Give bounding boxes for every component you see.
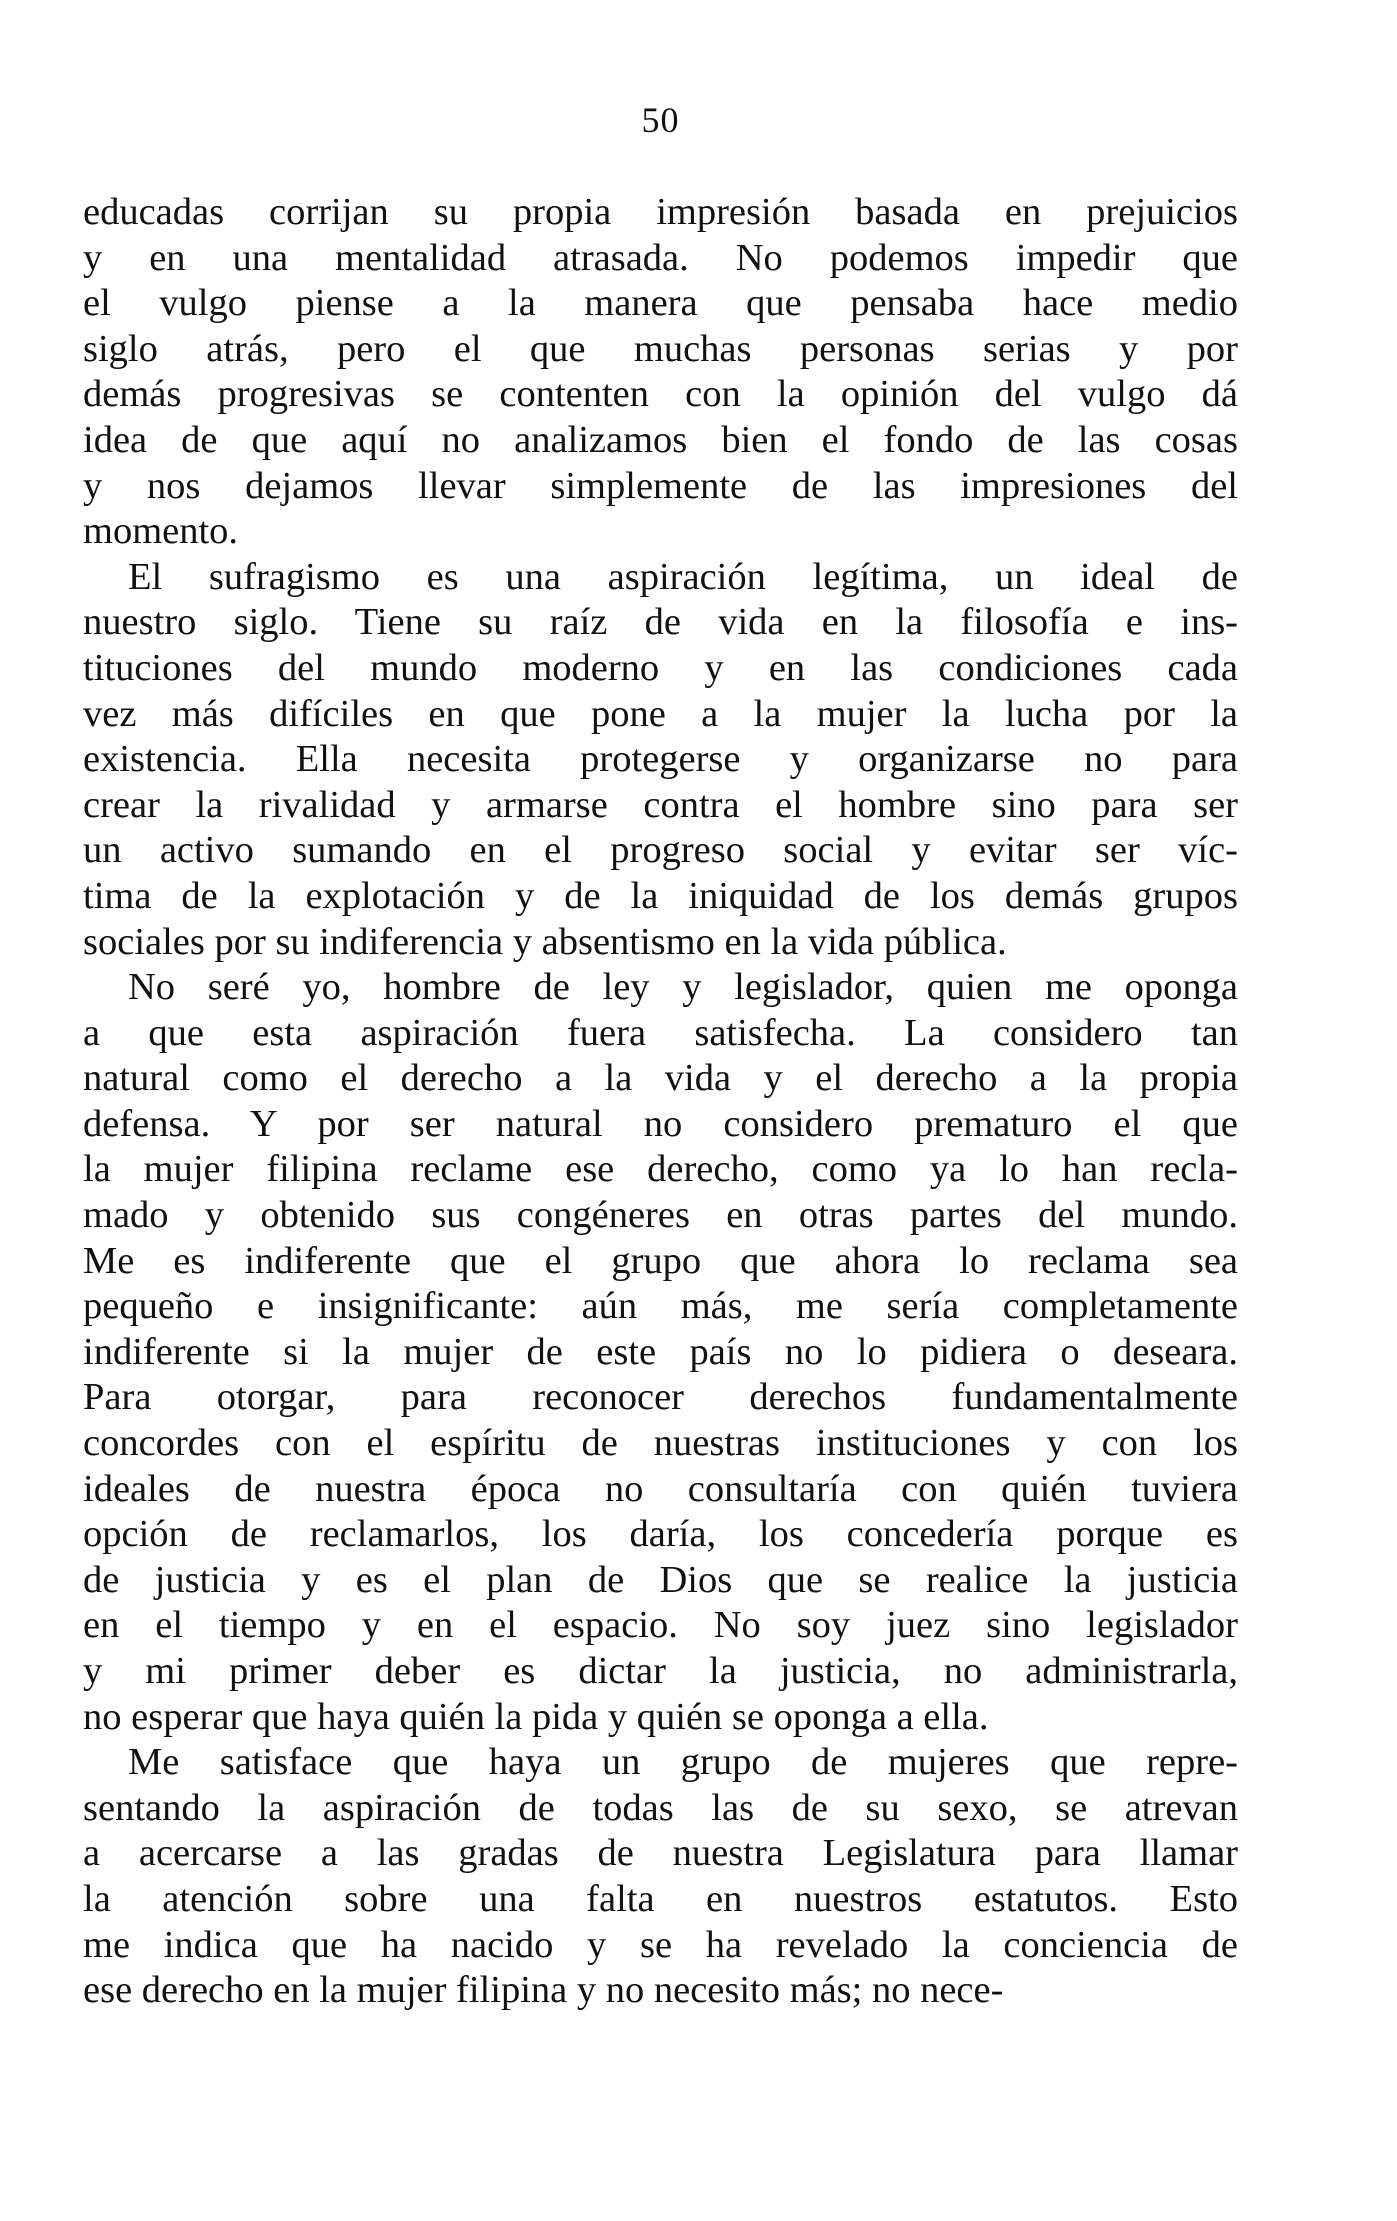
text-line: sentando la aspiración de todas las de su sexo, se atrevan — [83, 1786, 1238, 1829]
text-line: momento. — [83, 510, 239, 553]
text-line: me indica que ha nacido y se ha revelado la conciencia de — [83, 1923, 1238, 1966]
book-page — [83, 100, 1238, 2014]
text-line: natural como el derecho a la vida y el derecho a la propia — [83, 1057, 1238, 1100]
text-line: la atención sobre una falta en nuestros estatutos. Esto — [83, 1877, 1238, 1920]
text-line: la mujer filipina reclame ese derecho, como ya lo han recla- — [83, 1148, 1238, 1191]
text-line: y mi primer deber es dictar la justicia, no administrarla, — [83, 1650, 1238, 1692]
text-line: ese derecho en la mujer filipina y no necesito más; no nece- — [83, 1969, 1004, 2012]
text-line: un activo sumando en el progreso social y evitar ser víc- — [83, 829, 1238, 872]
text-line: y en una mentalidad atrasada. No podemos impedir que — [83, 236, 1238, 279]
body-text — [83, 190, 1238, 2014]
text-line: Me satisface que haya un grupo de mujeres que repre- — [128, 1741, 1238, 1784]
text-line: tituciones del mundo moderno y en las condiciones cada — [83, 646, 1238, 689]
text-line: existencia. Ella necesita protegerse y organizarse no para — [83, 738, 1238, 781]
text-line: a acercarse a las gradas de nuestra Legislatura para llamar — [83, 1832, 1238, 1875]
text-line: mado y obtenido sus congéneres en otras partes del mundo. — [83, 1194, 1238, 1237]
text-line: en el tiempo y en el espacio. No soy juez sino legislador — [83, 1604, 1238, 1647]
text-line: sociales por su indiferencia y absentismo en la vida pública. — [83, 920, 1007, 963]
text-line: el vulgo piense a la manera que pensaba hace medio — [83, 282, 1238, 325]
text-line: y nos dejamos llevar simplemente de las impresiones del — [83, 464, 1238, 507]
text-line: El sufragismo es una aspiración legítima, un ideal de — [128, 555, 1238, 598]
text-line: demás progresivas se contenten con la opinión del vulgo dá — [83, 373, 1238, 416]
text-line: Me es indiferente que el grupo que ahora lo reclama sea — [83, 1239, 1238, 1282]
text-line: educadas corrijan su propia impresión basada en prejuicios — [83, 191, 1238, 233]
text-line: siglo atrás, pero el que muchas personas serias y por — [83, 327, 1238, 370]
text-line: Para otorgar, para reconocer derechos fundamentalmente — [83, 1376, 1238, 1419]
page-number: 50 — [641, 100, 680, 140]
text-line: no esperar que haya quién la pida y quién se oponga a ella. — [83, 1695, 989, 1738]
text-line: ideales de nuestra época no consultaría con quién tuviera — [83, 1467, 1238, 1510]
text-line: opción de reclamarlos, los daría, los concedería porque es — [83, 1513, 1238, 1556]
text-line: pequeño e insignificante: aún más, me sería completamente — [83, 1285, 1238, 1328]
text-line: concordes con el espíritu de nuestras instituciones y con los — [83, 1422, 1238, 1465]
text-line: idea de que aquí no analizamos bien el fondo de las cosas — [83, 418, 1238, 461]
text-line: tima de la explotación y de la iniquidad de los demás grupos — [83, 874, 1238, 917]
text-line: nuestro siglo. Tiene su raíz de vida en la filosofía e ins- — [83, 601, 1238, 644]
text-line: No seré yo, hombre de ley y legislador, quien me oponga — [128, 966, 1238, 1009]
text-line: defensa. Y por ser natural no considero prematuro el que — [83, 1102, 1238, 1145]
text-line: de justicia y es el plan de Dios que se realice la justicia — [83, 1558, 1238, 1601]
text-line: vez más difíciles en que pone a la mujer la lucha por la — [83, 692, 1238, 735]
text-line: indiferente si la mujer de este país no lo pidiera o deseara. — [83, 1330, 1238, 1373]
text-line: a que esta aspiración fuera satisfecha. La considero tan — [83, 1011, 1238, 1054]
text-line: crear la rivalidad y armarse contra el hombre sino para ser — [83, 783, 1238, 826]
